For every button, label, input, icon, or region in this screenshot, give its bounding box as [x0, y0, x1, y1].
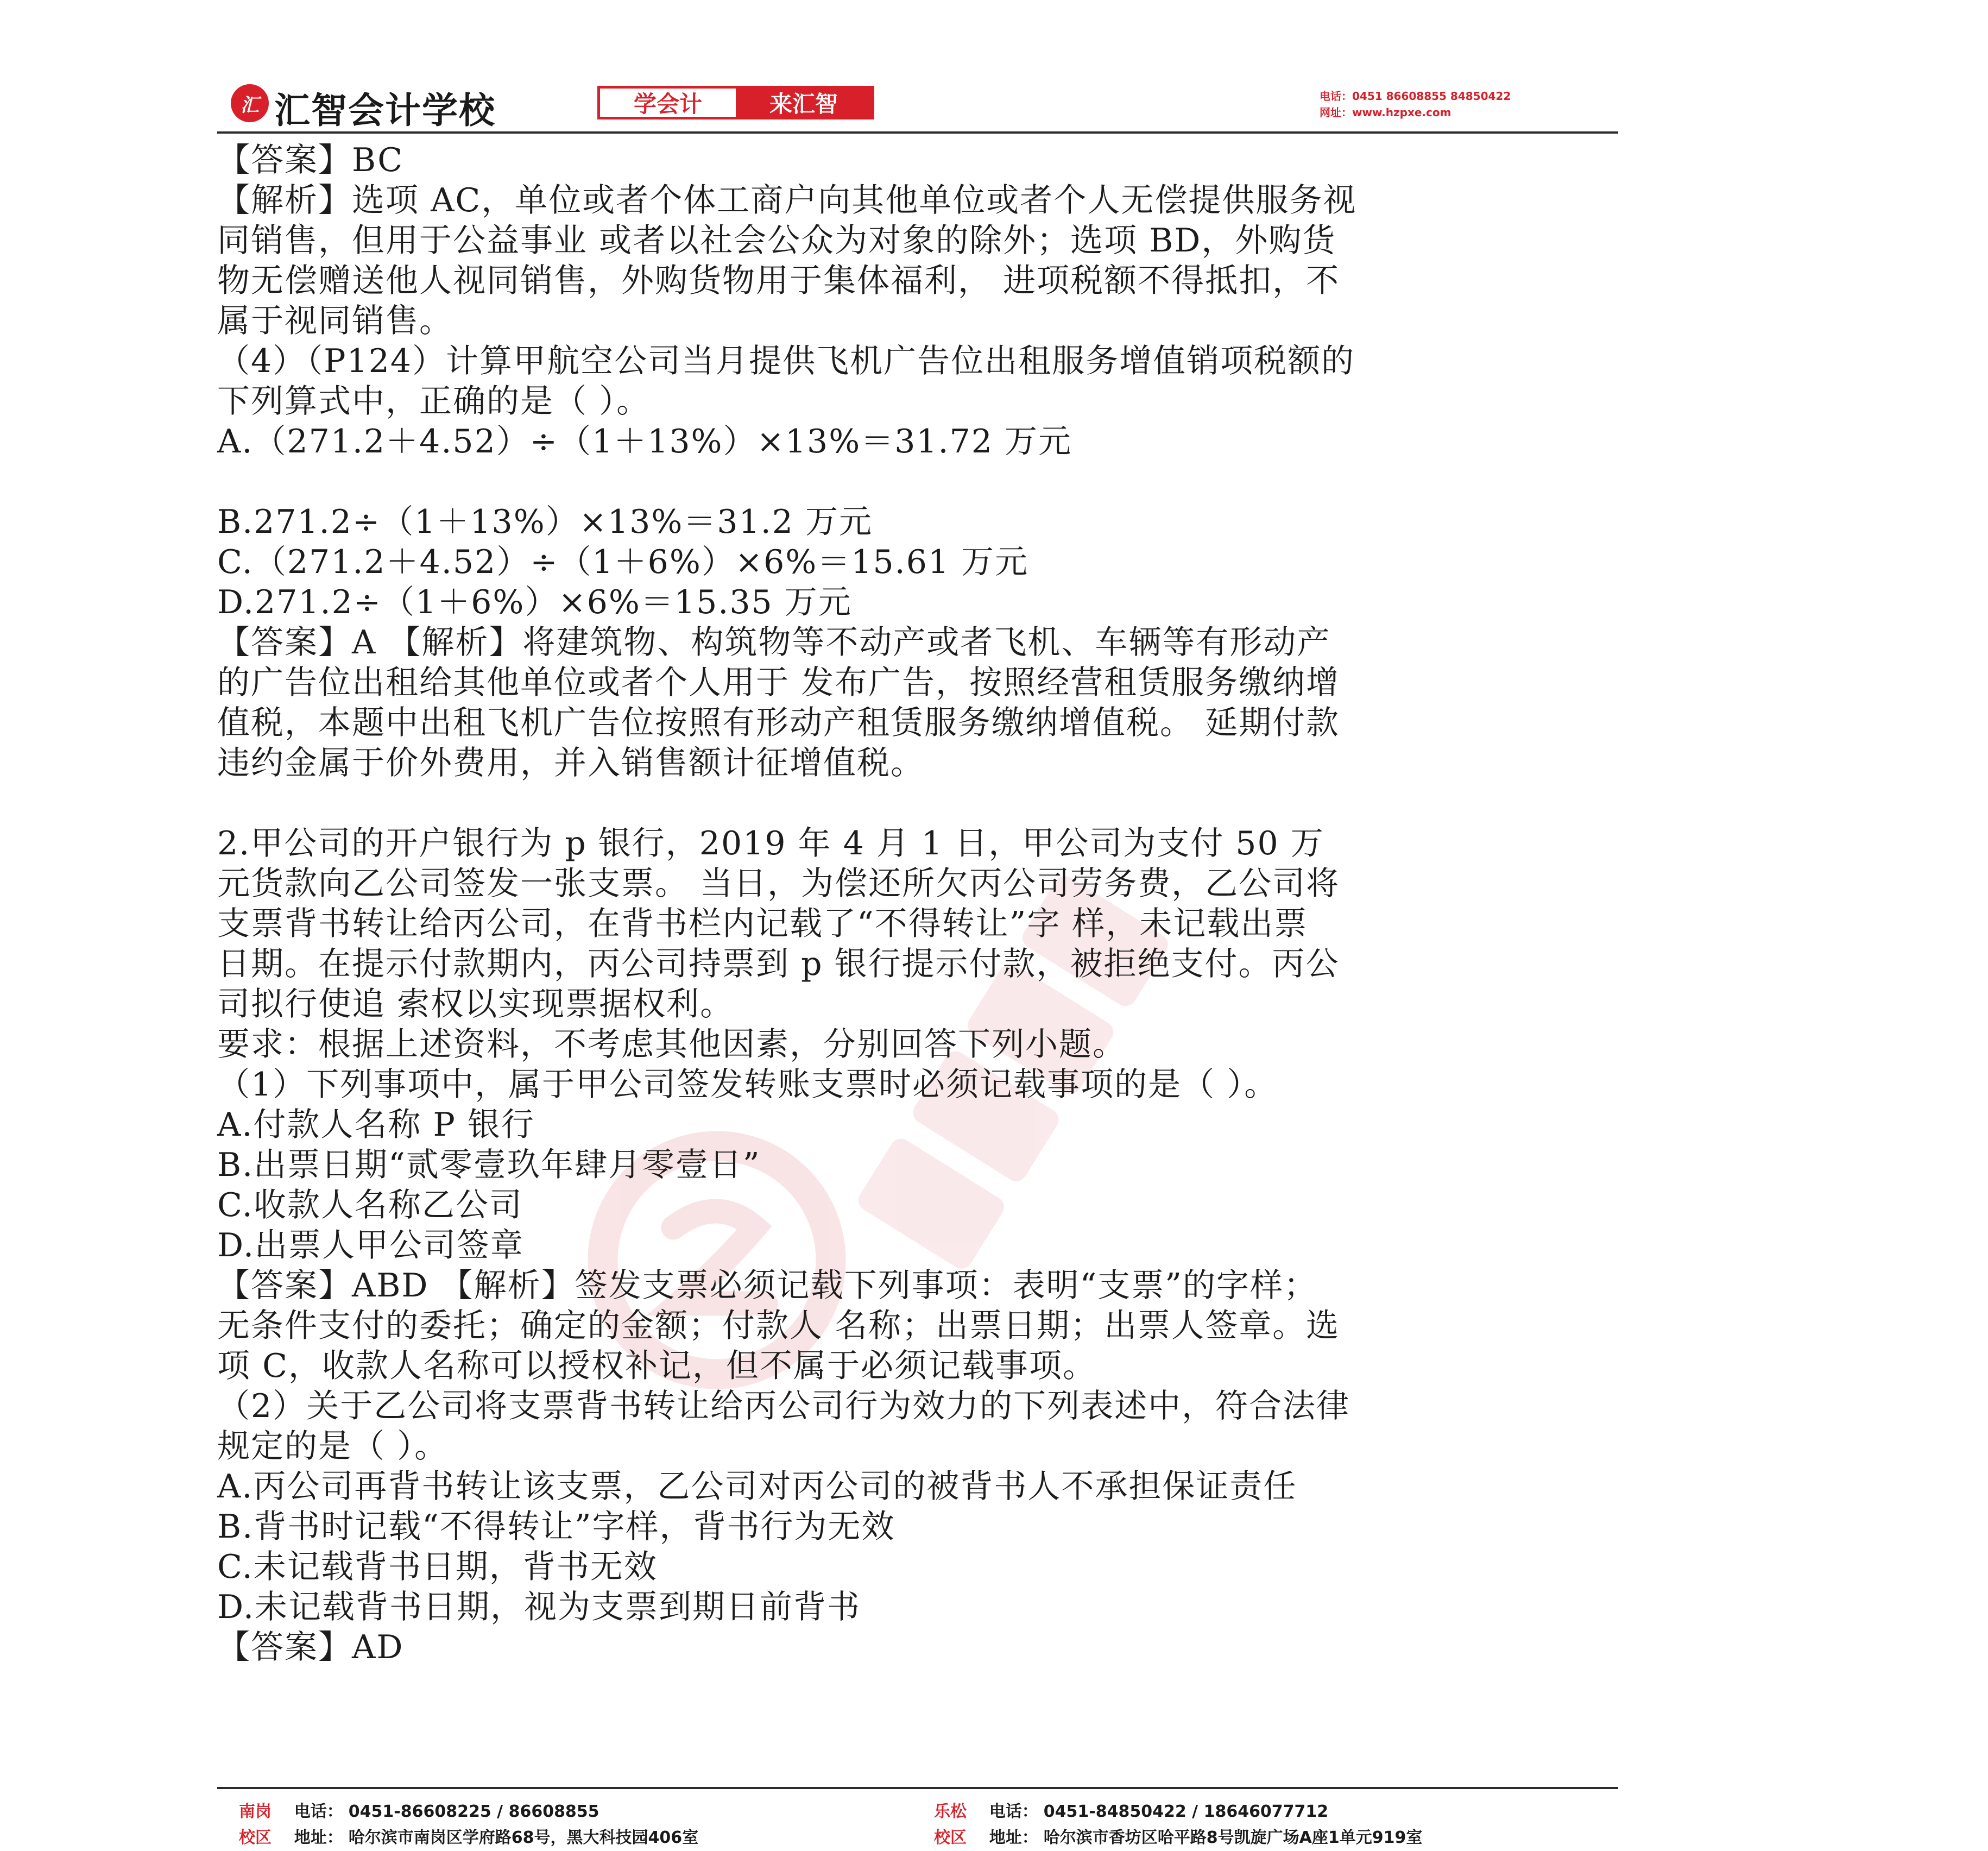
footer-left-phone-label: 电话：: [294, 1802, 343, 1821]
text-line: 同销售，但用于公益事业 或者以社会公众为对象的除外；选项 BD，外购货: [217, 222, 1336, 260]
text-line: （2）关于乙公司将支票背书转让给丙公司行为效力的下列表述中，符合法律: [217, 1387, 1350, 1425]
blank-line: [217, 783, 1792, 823]
text-line: 支票背书转让给丙公司，在背书栏内记载了“不得转让”字 样，未记载出票: [217, 905, 1308, 943]
text-line: 无条件支付的委托；确定的金额；付款人 名称；出票日期；出票人签章。选: [217, 1307, 1340, 1345]
blank-line: [217, 462, 1792, 502]
footer-right-phone-label: 电话：: [989, 1802, 1038, 1821]
text-line: 司拟行使追 索权以实现票据权利。: [217, 985, 734, 1023]
header-contact: [1320, 88, 1511, 121]
text-line: 要求：根据上述资料，不考虑其他因素，分别回答下列小题。: [217, 1025, 1126, 1063]
footer-left-campus-name: 南岗: [239, 1802, 272, 1821]
text-line: 日期。在提示付款期内，丙公司持票到 p 银行提示付款，被拒绝支付。丙公: [217, 945, 1340, 983]
text-line: D.出票人甲公司签章: [217, 1226, 525, 1264]
text-line: C.（271.2＋4.52）÷（1＋6%）×6%＝15.61 万元: [217, 543, 1029, 581]
text-line: 【答案】A 【解析】将建筑物、构筑物等不动产或者飞机、车辆等有形动产: [217, 624, 1331, 662]
text-line: 项 C，收款人名称可以授权补记，但不属于必须记载事项。: [217, 1347, 1096, 1385]
footer-left-campus-label: 校区: [239, 1828, 272, 1847]
slogan-left: 学会计: [600, 89, 736, 117]
text-line: 【答案】BC: [217, 141, 404, 179]
footer-left-address: 哈尔滨市南岗区学府路68号，黑大科技园406室: [348, 1828, 699, 1847]
footer-right-campus-label: 校区: [934, 1828, 967, 1847]
footer-right-phone: 0451-84850422 / 18646077712: [1043, 1802, 1329, 1821]
text-line: C.收款人名称乙公司: [217, 1186, 523, 1224]
text-line: 规定的是（ ）。: [217, 1427, 449, 1465]
footer-left-phone: 0451-86608225 / 86608855: [348, 1802, 599, 1821]
footer-right-campus-name: 乐松: [934, 1802, 967, 1821]
text-line: 物无偿赠送他人视同销售，外购货物用于集体福利， 进项税额不得抵扣，不: [217, 262, 1340, 300]
footer-right-address-label: 地址：: [989, 1828, 1038, 1847]
document-body: [217, 140, 1792, 1667]
header-divider: [217, 131, 1618, 134]
text-line: 元货款向乙公司签发一张支票。 当日，为偿还所欠丙公司劳务费，乙公司将: [217, 865, 1340, 903]
slogan-right: 来汇智: [736, 89, 872, 117]
footer-right-address: 哈尔滨市香坊区哈平路8号凯旋广场A座1单元919室: [1043, 1828, 1423, 1847]
text-line: 的广告位出租给其他单位或者个人用于 发布广告，按照经营租赁服务缴纳增: [217, 664, 1340, 702]
text-line: 属于视同销售。: [217, 302, 453, 340]
text-line: B.271.2÷（1＋13%）×13%＝31.2 万元: [217, 503, 873, 541]
text-line: D.271.2÷（1＋6%）×6%＝15.35 万元: [217, 583, 852, 621]
text-line: 违约金属于价外费用，并入销售额计征增值税。: [217, 744, 924, 782]
text-line: 【解析】选项 AC，单位或者个体工商户向其他单位或者个人无偿提供服务视: [217, 181, 1357, 219]
school-name: 汇智会计学校: [274, 90, 496, 131]
text-line: B.背书时记载“不得转让”字样，背书行为无效: [217, 1508, 895, 1546]
text-line: A.丙公司再背书转让该支票，乙公司对丙公司的被背书人不承担保证责任: [217, 1468, 1297, 1506]
header-website: 网址：www.hzpxe.com: [1320, 106, 1451, 119]
text-line: A.付款人名称 P 银行: [217, 1106, 535, 1144]
text-line: D.未记载背书日期，视为支票到期日前背书: [217, 1588, 861, 1626]
page-header: [217, 81, 1618, 130]
text-line: 【答案】ABD 【解析】签发支票必须记载下列事项：表明“支票”的字样；: [217, 1267, 1317, 1305]
text-line: （4）（P124）计算甲航空公司当月提供飞机广告位出租服务增值销项税额的: [217, 342, 1355, 380]
text-line: B.出票日期“贰零壹玖年肆月零壹日”: [217, 1146, 761, 1184]
text-line: 下列算式中，正确的是（ ）。: [217, 382, 651, 420]
header-phone: 电话：0451 86608855 84850422: [1320, 90, 1511, 103]
footer-left-address-label: 地址：: [294, 1828, 343, 1847]
footer-campus-right: [934, 1799, 1422, 1851]
school-logo-icon: 汇: [231, 84, 269, 122]
text-line: A.（271.2＋4.52）÷（1＋13%）×13%＝31.72 万元: [217, 423, 1072, 461]
footer-divider: [217, 1787, 1618, 1789]
text-line: （1）下列事项中，属于甲公司签发转账支票时必须记载事项的是（ ）。: [217, 1066, 1278, 1104]
text-line: 2.甲公司的开户银行为 p 银行，2019 年 4 月 1 日，甲公司为支付 50 万: [217, 824, 1324, 862]
text-line: 【答案】AD: [217, 1628, 404, 1666]
text-line: 值税，本题中出租飞机广告位按照有形动产租赁服务缴纳增值税。 延期付款: [217, 704, 1340, 742]
text-line: C.未记载背书日期，背书无效: [217, 1548, 658, 1586]
slogan-badge: [597, 86, 874, 119]
footer-campus-left: [239, 1799, 698, 1851]
